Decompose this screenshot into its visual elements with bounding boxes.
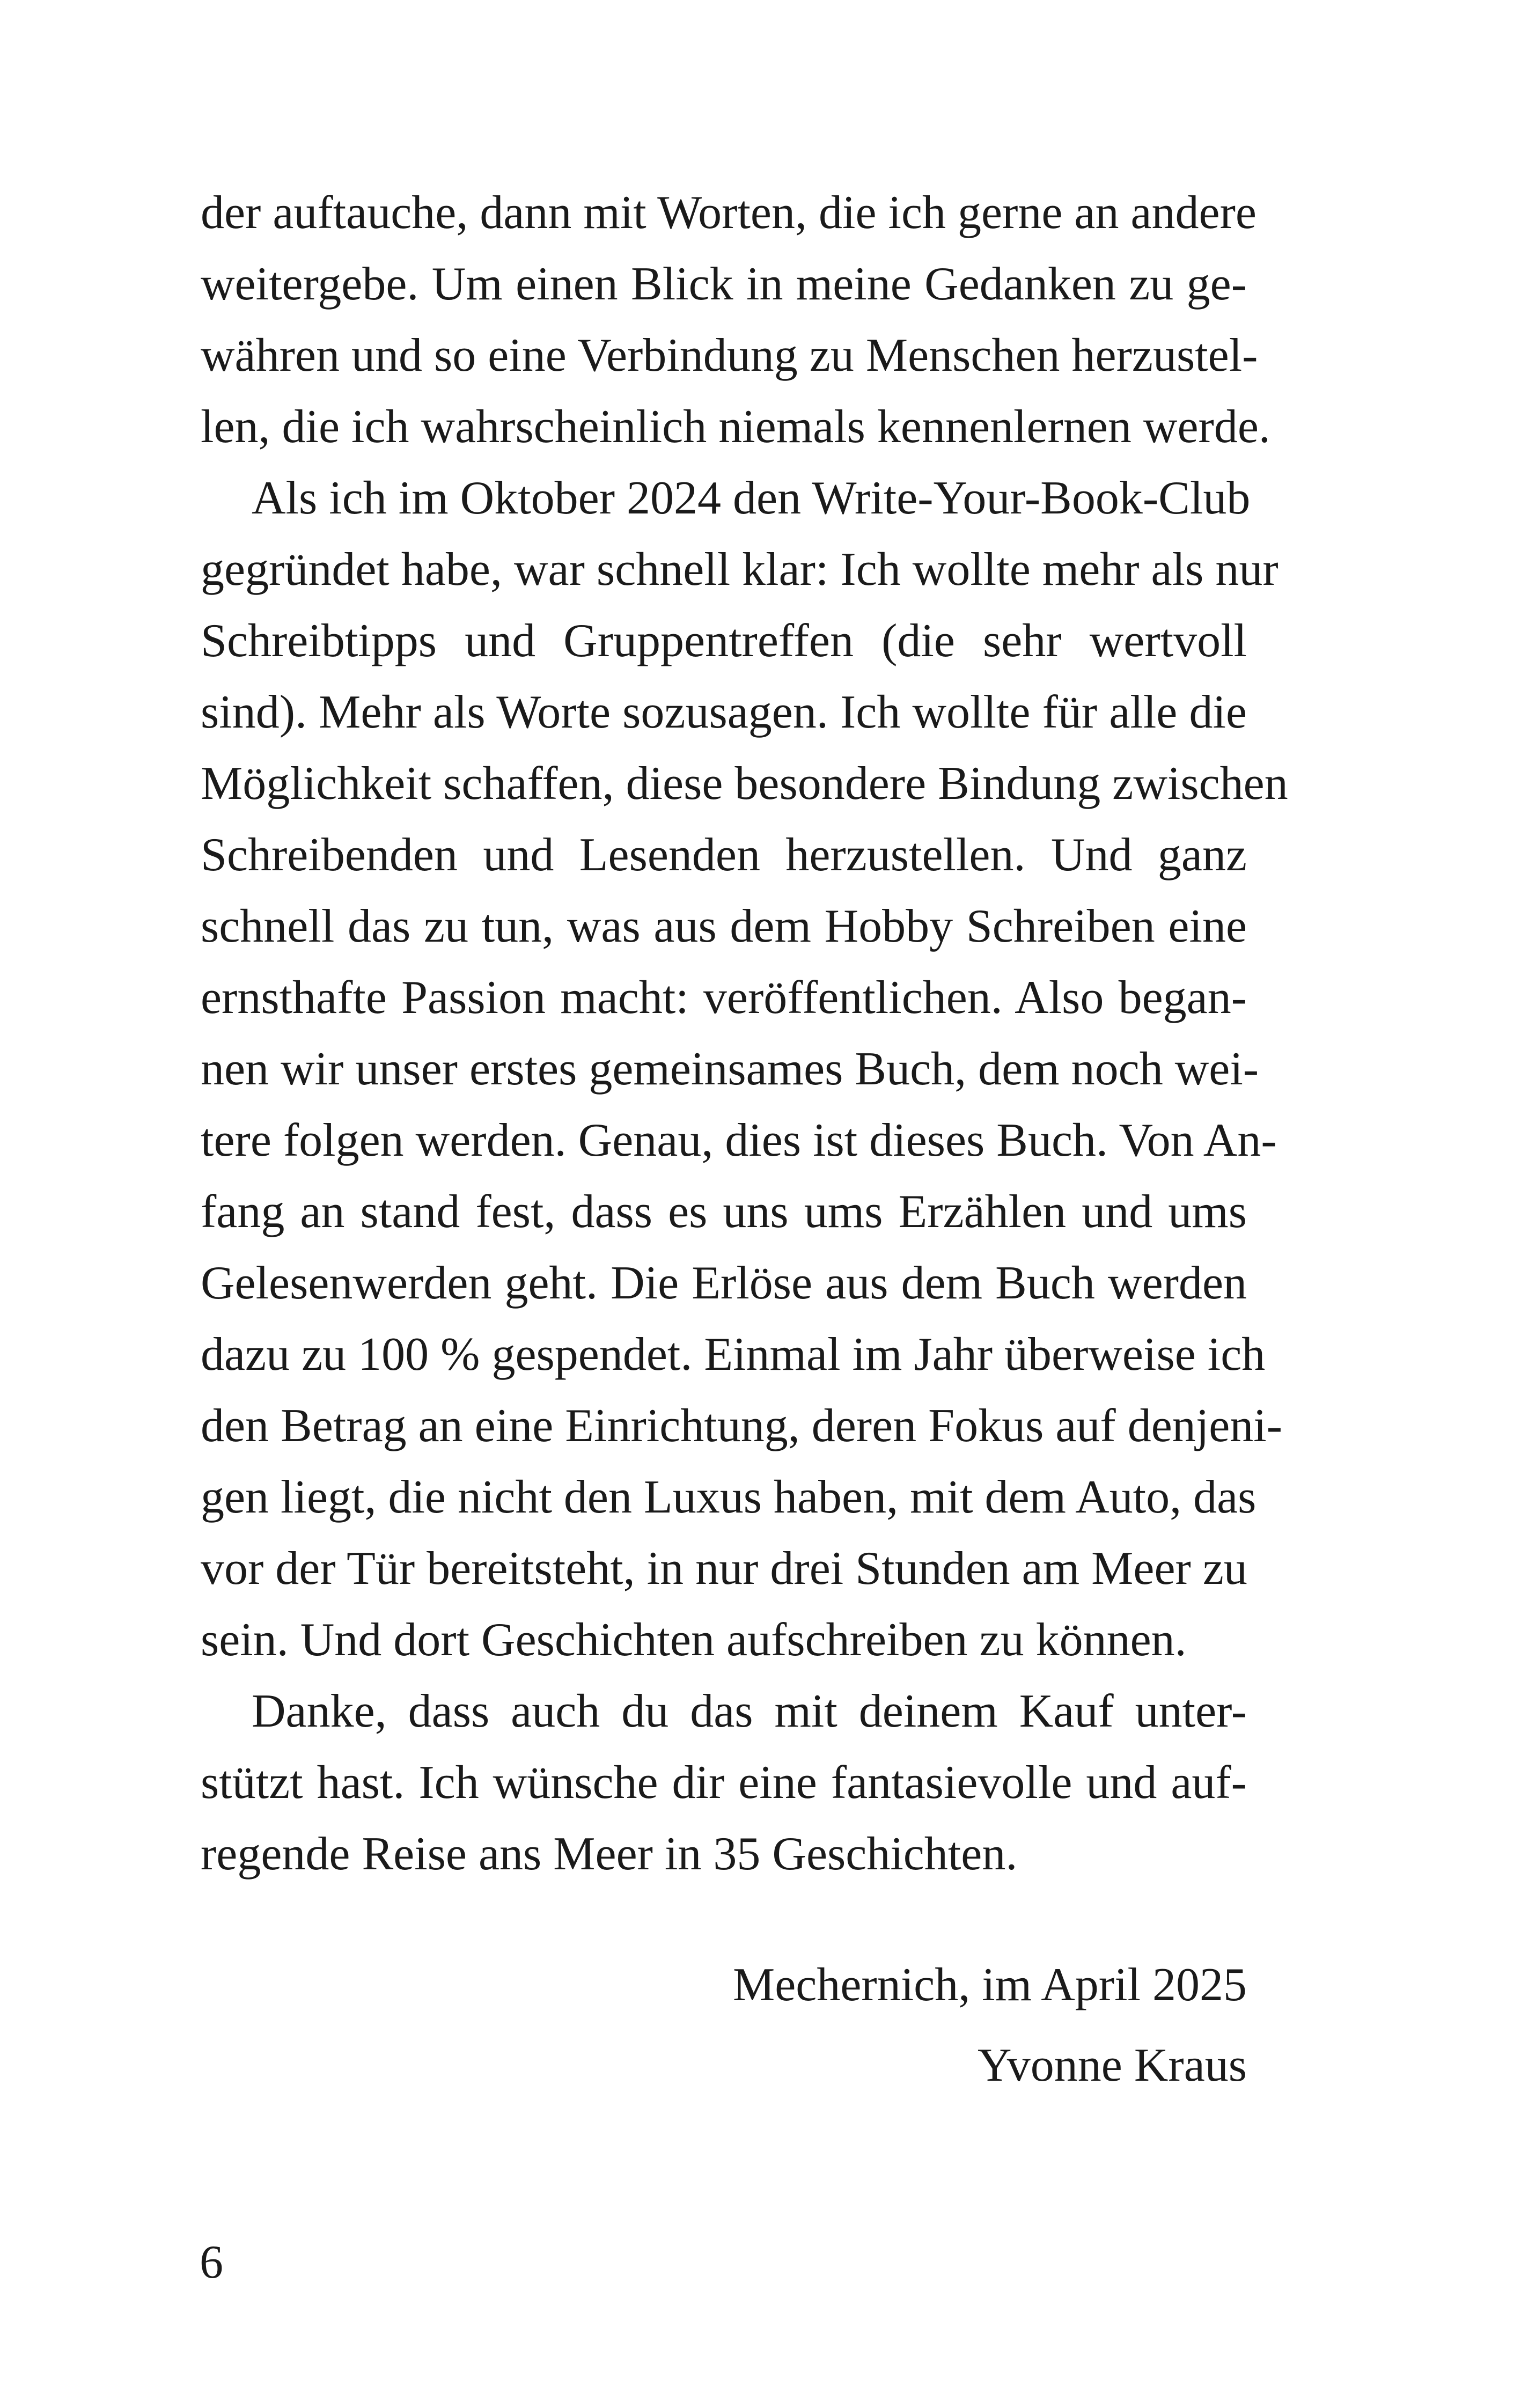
signature-block [733,1945,1247,2106]
body-text [201,177,1288,1890]
text-line: dazu zu 100 % gespendet. Einmal im Jahr überweise ich [201,1328,1266,1381]
text-line: weitergebe. Um einen Blick in meine Gedanken zu ge- [201,258,1247,310]
text-line: sind). Mehr als Worte sozusagen. Ich wollte für alle die [201,686,1247,738]
text-line: ernsthafte Passion macht: veröffentlichen. Also began- [201,972,1247,1024]
text-line: Möglichkeit schaffen, diese besondere Bindung zwischen [201,758,1288,810]
text-line: regende Reise ans Meer in 35 Geschichten. [201,1828,1018,1880]
place-date: Mechernich, im April 2025 [732,1959,1247,2011]
text-line: len, die ich wahrscheinlich niemals kennenlernen werde. [201,401,1270,453]
text-line: schnell das zu tun, was aus dem Hobby Schreiben eine [201,900,1247,952]
text-line: Schreibenden und Lesenden herzustellen. Und ganz [201,829,1247,881]
text-line: Als ich im Oktober 2024 den Write-Your-Book-Club [252,472,1251,524]
page-number: 6 [200,2236,223,2288]
text-line: vor der Tür bereitsteht, in nur drei Stunden am Meer zu [201,1543,1247,1595]
text-line: der auftauche, dann mit Worten, die ich gerne an andere [201,187,1257,239]
text-line: stützt hast. Ich wünsche dir eine fantasievolle und auf- [201,1757,1247,1809]
author-name: Yvonne Kraus [978,2039,1247,2091]
text-line: nen wir unser erstes gemeinsames Buch, dem noch wei- [201,1043,1259,1095]
text-line: fang an stand fest, dass es uns ums Erzählen und ums [201,1186,1247,1238]
text-line: währen und so eine Verbindung zu Menschen herzustel- [201,329,1258,381]
text-line: Danke, dass auch du das mit deinem Kauf unter- [252,1685,1247,1737]
text-line: Gelesenwerden geht. Die Erlöse aus dem Buch werden [201,1257,1247,1309]
text-line: gen liegt, die nicht den Luxus haben, mit dem Auto, das [201,1471,1257,1523]
text-line: gegründet habe, war schnell klar: Ich wollte mehr als nur [201,544,1278,596]
text-line: den Betrag an eine Einrichtung, deren Fokus auf denjeni- [201,1400,1283,1452]
text-line: Schreibtipps und Gruppentreffen (die sehr wertvoll [201,615,1247,667]
text-line: sein. Und dort Geschichten aufschreiben zu können. [201,1614,1187,1666]
text-line: tere folgen werden. Genau, dies ist dieses Buch. Von An- [201,1114,1277,1166]
